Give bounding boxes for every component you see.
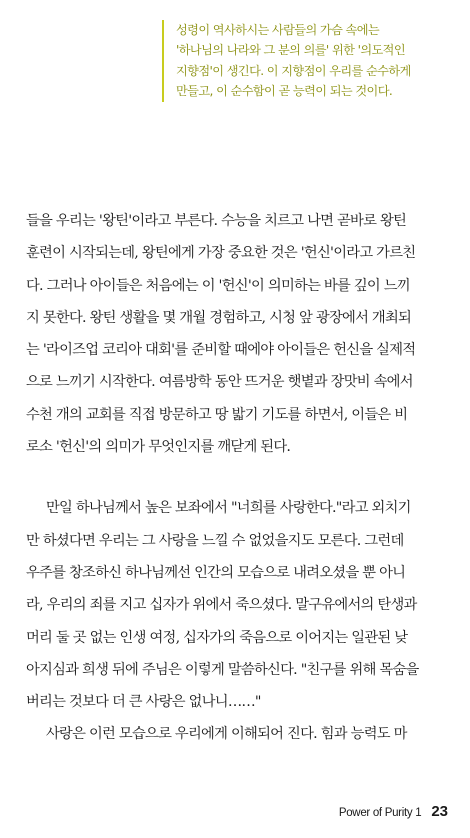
- text-line: 아지심과 희생 뒤에 주님은 이렇게 말씀하신다. "친구를 위해 목숨을: [26, 661, 419, 678]
- pullquote-line: 만들고, 이 순수함이 곧 능력이 되는 것이다.: [176, 84, 393, 99]
- text-line: 라, 우리의 죄를 지고 십자가 위에서 죽으셨다. 말구유에서의 탄생과: [26, 597, 417, 614]
- text-line: 사랑은 이런 모습으로 우리에게 이해되어 진다. 힘과 능력도 마: [46, 726, 407, 743]
- text-line: 만일 하나님께서 높은 보좌에서 "너희를 사랑한다."라고 외치기: [46, 500, 411, 517]
- text-line: 머리 둘 곳 없는 인생 여정, 십자가의 죽음으로 이어지는 일관된 낮: [26, 629, 408, 646]
- page-footer: [339, 803, 448, 820]
- pullquote-line: '하나님의 나라와 그 분의 의를' 위한 '의도적인: [176, 43, 406, 58]
- pullquote: [162, 20, 466, 102]
- paragraph-2: [26, 492, 450, 718]
- paragraph-3: [26, 718, 450, 750]
- text-line: 다. 그러나 아이들은 처음에는 이 '헌신'이 의미하는 바를 깊이 느끼: [26, 277, 410, 294]
- page-number: 23: [431, 803, 448, 820]
- text-line: 으로 느끼기 시작한다. 여름방학 동안 뜨거운 햇볕과 장맛비 속에서: [26, 374, 413, 391]
- body-text: [26, 205, 450, 751]
- book-title: Power of Purity 1: [338, 807, 422, 819]
- text-line: 만 하셨다면 우리는 그 사랑을 느낄 수 없었을지도 모른다. 그런데: [26, 532, 404, 549]
- text-line: 지 못한다. 왕틴 생활을 몇 개월 경험하고, 시청 앞 광장에서 개최되: [26, 309, 412, 326]
- pullquote-line: 지향점'이 생긴다. 이 지향점이 우리를 순수하게: [176, 63, 411, 78]
- text-line: 수천 개의 교회를 직접 방문하고 땅 밟기 기도를 하면서, 이들은 비: [26, 406, 408, 423]
- text-line: 버리는 것보다 더 큰 사랑은 없나니……": [26, 694, 261, 711]
- text-line: 는 '라이즈업 코리아 대회'를 준비할 때에야 아이들은 헌신을 실제적: [26, 342, 416, 359]
- text-line: 로소 '헌신'의 의미가 무엇인지를 깨닫게 된다.: [26, 439, 291, 456]
- paragraph-1: [26, 205, 450, 463]
- pullquote-line: 성령이 역사하시는 사람들의 가슴 속에는: [176, 23, 380, 37]
- text-line: 우주를 창조하신 하나님께선 인간의 모습으로 내려오셨을 뿐 아니: [26, 564, 406, 581]
- text-line: 훈련이 시작되는데, 왕틴에게 가장 중요한 것은 '헌신'이라고 가르친: [26, 245, 416, 262]
- text-line: 들을 우리는 '왕틴'이라고 부른다. 수능을 치르고 나면 곧바로 왕틴: [26, 213, 407, 229]
